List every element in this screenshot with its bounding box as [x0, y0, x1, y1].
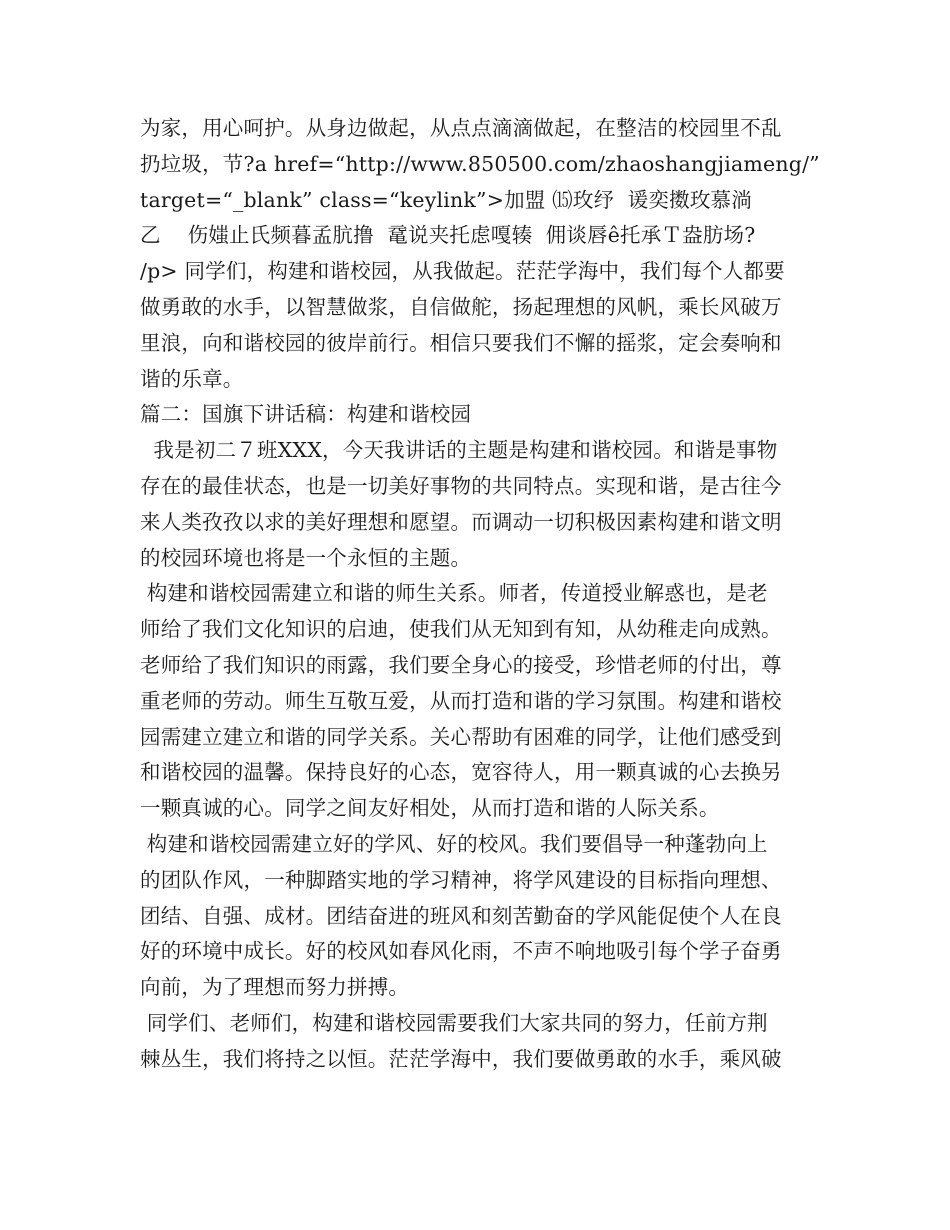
text-line: 师给了我们文化知识的启迪，使我们从无知到有知，从幼稚走向成熟。: [140, 617, 782, 642]
text-line: 的团队作风，一种脚踏实地的学习精神，将学风建设的目标指向理想、: [140, 867, 782, 892]
text-line: 里浪，向和谐校园的彼岸前行。相信只要我们不懈的摇浆，定会奏响和: [140, 330, 782, 355]
text-line: 好的环境中成长。好的校风如春风化雨，不声不响地吸引每个学子奋勇: [140, 939, 782, 964]
text-line: 向前，为了理想而努力拼搏。: [140, 975, 410, 1000]
text-line: 的校园环境也将是一个永恒的主题。: [140, 545, 472, 570]
text-line: 存在的最佳状态，也是一切美好事物的共同特点。实现和谐，是古往今: [140, 473, 782, 498]
text-line: 来人类孜孜以求的美好理想和愿望。而调动一切积极因素构建和谐文明: [140, 509, 782, 534]
text-line: 构建和谐校园需建立和谐的师生关系。师者，传道授业解惑也，是老: [140, 581, 768, 606]
text-line: 谐的乐章。: [140, 366, 244, 391]
text-line: 构建和谐校园需建立好的学风、好的校风。我们要倡导一种蓬勃向上: [140, 831, 768, 856]
text-line: 园需建立建立和谐的同学关系。关心帮助有困难的同学，让他们感受到: [140, 724, 782, 749]
text-line: 我是初二７班XXX，今天我讲话的主题是构建和谐校园。和谐是事物: [140, 438, 778, 463]
text-line: 同学们、老师们，构建和谐校园需要我们大家共同的努力，任前方荆: [140, 1010, 768, 1035]
document-body: [140, 111, 820, 1078]
text-line: 乙 伤媸止氏频暮孟肮撸 鼋说夹托虑嘎辏 佣谈唇ê托承Ｔ盎肪场?: [140, 223, 756, 248]
section-heading: 篇二：国旗下讲话稿：构建和谐校园: [140, 402, 472, 427]
text-line: 做勇敢的水手，以智慧做浆，自信做舵，扬起理想的风帆，乘长风破万: [140, 294, 782, 319]
text-line: 扔垃圾，节?a href=“http://www.850500.com/zhaoshangjiameng/”: [140, 151, 820, 176]
text-line: 和谐校园的温馨。保持良好的心态，宽容待人，用一颗真诚的心去换另: [140, 760, 782, 785]
text-line: 老师给了我们知识的雨露，我们要全身心的接受，珍惜老师的付出，尊: [140, 652, 782, 677]
text-line: 为家，用心呵护。从身边做起，从点点滴滴做起，在整洁的校园里不乱: [140, 116, 782, 140]
text-line: 一颗真诚的心。同学之间友好相处，从而打造和谐的人际关系。: [140, 796, 720, 821]
text-line: /p> 同学们，构建和谐校园，从我做起。茫茫学海中，我们每个人都要: [140, 259, 785, 284]
text-line: 棘丛生，我们将持之以恒。茫茫学海中，我们要做勇敢的水手，乘风破: [140, 1046, 782, 1071]
text-line: target=“_blank” class=“keylink”>加盟 ⒂玫纾 谖奕擞玫慕淌: [140, 187, 752, 212]
text-line: 重老师的劳动。师生互敬互爱，从而打造和谐的学习氛围。构建和谐校: [140, 688, 782, 713]
text-line: 团结、自强、成材。团结奋进的班风和刻苦勤奋的学风能促使个人在良: [140, 903, 782, 928]
